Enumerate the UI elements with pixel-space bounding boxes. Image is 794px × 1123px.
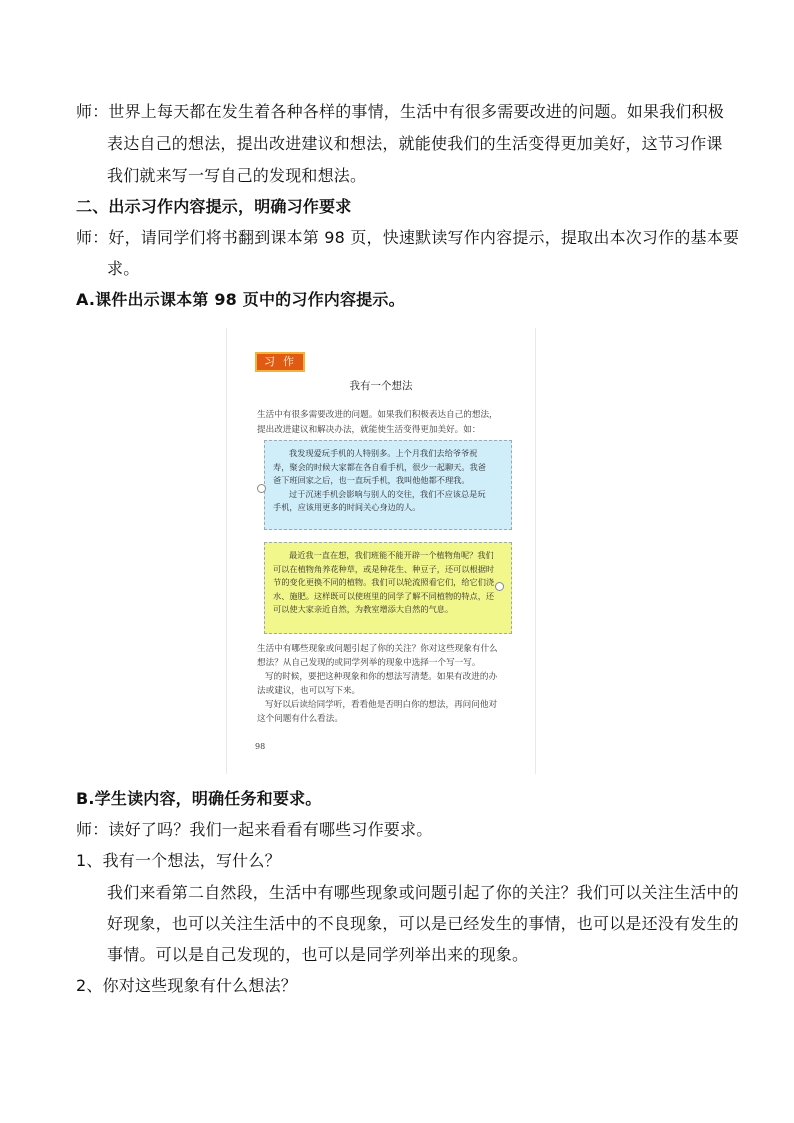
example-box-1 [264, 440, 512, 530]
textbook-para-line: 写的时候，要把这种现象和你的想法写清楚。如果有改进的办 [265, 672, 498, 682]
example-line: 节的变化更换不同的植物。我们可以轮流照看它们，给它们浇 [273, 577, 495, 587]
textbook-intro-line: 生活中有很多需要改进的问题。如果我们积极表达自己的想法， [257, 410, 498, 420]
paragraph-line: 求。 [107, 259, 140, 278]
example-line: 爸下班回家之后，也一直玩手机，我叫他他都不理我。 [273, 475, 470, 485]
example-line: 寿，聚会的时候大家都在各自看手机，很少一起聊天。我爸 [273, 461, 486, 472]
example-line: 可以在植物角养花种草，或是种花生、种豆子，还可以根据时 [273, 563, 495, 574]
textbook-para-line: 这个问题有什么看法。 [257, 714, 343, 724]
connector-circle-icon [495, 582, 504, 591]
textbook-badge: 习作 [255, 352, 305, 372]
textbook-title: 我有一个想法 [349, 380, 413, 392]
paragraph-line: 事情。可以是自己发现的，也可以是同学列举出来的现象。 [107, 945, 529, 964]
textbook-para-line: 想法？从自己发现的或同学列举的现象中选择一个写一写。 [257, 658, 481, 668]
textbook-page-image [226, 328, 536, 774]
example-box-2 [264, 542, 512, 634]
example-line: 可以使大家亲近自然，为教室增添大自然的气息。 [273, 604, 454, 614]
textbook-para-line: 生活中有哪些现象或问题引起了你的关注？你对这些现象有什么 [257, 644, 498, 654]
section-heading: 二、出示习作内容提示，明确习作要求 [76, 197, 352, 216]
sub-heading: A.课件出示课本第 98 页中的习作内容提示。 [76, 290, 405, 309]
example-line: 水、施肥。这样既可以使班里的同学了解不同植物的特点，还 [273, 590, 495, 601]
example-line: 最近我一直在想，我们班能不能开辟一个植物角呢？我们 [289, 550, 494, 560]
paragraph-line: 我们来看第二自然段，生活中有哪些现象或问题引起了你的关注？我们可以关注生活中的 [107, 883, 739, 902]
textbook-para-line: 法或建议，也可以写下来。 [257, 686, 361, 696]
paragraph-line: 表达自己的想法，提出改进建议和想法，就能使我们的生活变得更加美好，这节习作课 [107, 134, 723, 153]
paragraph-line: 师：世界上每天都在发生着各种各样的事情，生活中有很多需要改进的问题。如果我们积极 [76, 102, 725, 121]
example-line: 过于沉迷手机会影响与别人的交往，我们不应该总是玩 [289, 488, 486, 499]
textbook-intro-line: 提出改进建议和解决办法，就能使生活变得更加美好。如： [257, 425, 481, 435]
question-heading: 1、我有一个想法，写什么？ [76, 851, 281, 870]
textbook-page-number: 98 [255, 742, 266, 751]
paragraph-line: 师：好，请同学们将书翻到课本第 98 页，快速默读写作内容提示，提取出本次习作的基本要 [76, 228, 740, 247]
sub-heading: B.学生读内容，明确任务和要求。 [76, 789, 322, 808]
example-line: 手机，应该用更多的时间关心身边的人。 [273, 502, 421, 512]
question-heading: 2、你对这些现象有什么想法？ [76, 976, 297, 995]
paragraph-line: 好现象，也可以关注生活中的不良现象，可以是已经发生的事情，也可以是还没有发生的 [107, 914, 739, 933]
textbook-para-line: 写好以后读给同学听，看看他是否明白你的想法，再问问他对 [265, 700, 498, 710]
paragraph-line: 我们就来写一写自己的发现和想法。 [107, 166, 367, 185]
connector-circle-icon [257, 484, 266, 493]
paragraph-line: 师：读好了吗？我们一起来看看有哪些习作要求。 [76, 820, 433, 839]
example-line: 我发现爱玩手机的人特别多。上个月我们去给爷爷祝 [289, 448, 478, 458]
